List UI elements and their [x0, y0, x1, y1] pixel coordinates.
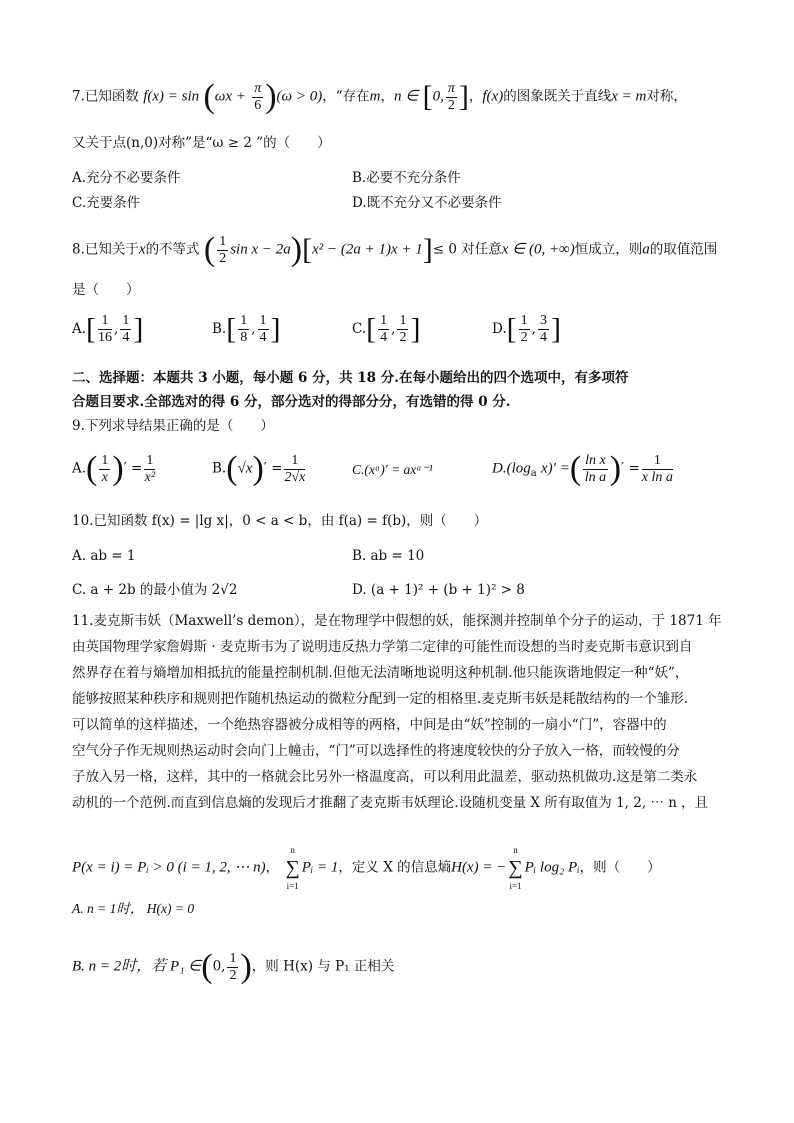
q7-option-d[interactable]: D.既不充分又不必要条件: [352, 195, 502, 211]
q7-comma: ，: [380, 88, 394, 105]
q8-option-label: B.: [212, 321, 227, 337]
q11-sum2: n ∑ i=1: [508, 845, 523, 891]
q8-half: $\frac{1}{2}$: [219, 233, 227, 266]
q11-line-4: 能够按照某种秩序和规则把作随机热运动的微粒分配到一定的相格里.麦克斯韦妖是耗散结构的一个雏形.: [72, 691, 689, 707]
paren-open: (: [203, 78, 215, 115]
q8-option-label: D.: [492, 321, 507, 337]
q8-frac: $\frac{1}{2}$: [520, 313, 528, 345]
q9-a-frac: $\frac{1}{x}$: [101, 452, 109, 485]
q7-stem-d: 的图象既关于直线: [503, 88, 612, 105]
q9-option-label: B.: [212, 460, 227, 477]
q11-tail: ，则（ ）: [579, 859, 661, 876]
q8-line1: [72, 233, 717, 267]
paren-close: ): [265, 78, 277, 115]
q7-cond: (ω > 0): [276, 88, 323, 105]
q11-line-5: 可以简单的这样描述，一个绝热容器被分成相等的两格，中间是由“妖”控制的一扇小“门”，容器中的: [72, 717, 667, 733]
q11-option-a[interactable]: A. n = 1时， H(x) = 0: [72, 901, 195, 916]
q8-x: x: [138, 241, 146, 258]
q8-line2: 是（ ）: [72, 282, 140, 298]
q7-stem-b: ，“存在: [322, 88, 370, 105]
q11-formula-line: P(x = i) = Pᵢ > 0 (i = 1, 2, ⋯ n)， n ∑ i=1 Pᵢ = 1，定义 X 的信息熵H(x) = − n ∑ i=1 Pᵢ log₂ Pᵢ，则（ ）: [72, 842, 661, 894]
q7-option-a[interactable]: A.充分不必要条件: [72, 170, 181, 186]
q7-pi-over-6: $\frac{\pi}{6}$: [254, 80, 262, 113]
q8-option-label: A.: [72, 321, 87, 337]
q9-d-frac2: $\frac{1}{\text{x ln a}}$: [641, 452, 673, 485]
bracket-close: ]: [550, 312, 561, 346]
bracket-open: [: [226, 312, 237, 346]
q11-line-3: 然界存在着与熵增加相抵抗的能量控制机制.但他无法清晰地说明这种机制.他只能诙谐地假定一种“妖”，: [72, 665, 689, 681]
q9-option-d[interactable]: $D.(\log_a$ x)′ =( $\frac{\text{ln x}}{\text{ln a}}$ )′ = $\frac{1}{\text{x ln a}}$: [492, 450, 673, 487]
paren-open: (: [569, 450, 582, 487]
q8-expr2: x² − (2a + 1)x + 1: [312, 241, 423, 258]
bracket-open: [: [86, 312, 97, 346]
q7-stem-a: 7.已知函数: [72, 88, 139, 105]
q11-sum2-body: Pᵢ log₂ Pᵢ: [524, 859, 580, 876]
q8-stem-a: 8.已知关于: [72, 241, 139, 258]
q9-option-a[interactable]: A.( $\frac{1}{x}$ )′ = $\frac{1}{\text{x²}}$: [72, 450, 156, 487]
q7-pi-over-2: $\frac{\pi}{2}$: [447, 80, 455, 113]
q7-option-b[interactable]: B.必要不充分条件: [352, 170, 461, 186]
q8-option-c[interactable]: C.[ $\frac{1}{4}$ , $\frac{1}{2}$ ]: [352, 312, 421, 346]
q7-interval-left: 0,: [432, 88, 444, 105]
q8-stem-d: 恒成立，则: [574, 241, 643, 258]
bracket-close: ]: [422, 233, 433, 266]
bracket-open: [: [302, 233, 313, 266]
paren-open: (: [86, 450, 98, 487]
bracket-close: ]: [458, 80, 469, 113]
q10-option-d[interactable]: D. (a + 1)² + (b + 1)² > 8: [352, 582, 525, 598]
q8-stem-c: ≤ 0 对任意: [432, 241, 502, 258]
q11-prob: P(x = i) = Pᵢ > 0 (i = 1, 2, ⋯ n): [72, 859, 266, 876]
q11-hx: H(x) = −: [451, 859, 507, 876]
q11-b-half: $\frac{1}{2}$: [229, 950, 237, 983]
q8-stem-e: 的取值范围: [649, 241, 718, 258]
q9-option-c[interactable]: C.(xᵃ)′ = axᵃ⁻¹: [352, 462, 433, 477]
bracket-open: [: [422, 80, 433, 113]
paren-close: ): [112, 450, 124, 487]
q7-stem-c: ，: [468, 88, 483, 105]
q8-frac: $\frac{1}{4}$: [380, 313, 388, 345]
q11-line-7: 子放入另一格，这样，其中的一格就会比另外一格温度高，可以利用此温差，驱动热机做功.这是第二类永: [72, 769, 698, 785]
q11-b-b: ，则 H(x) 与 P₁ 正相关: [251, 958, 395, 975]
paren-open: (: [203, 231, 216, 268]
q8-frac: $\frac{1}{2}$: [399, 313, 407, 345]
q7-option-c[interactable]: C.充要条件: [72, 195, 141, 211]
q9-d-mid: x)′ =: [541, 460, 570, 477]
q8-domain: x ∈ (0, +∞): [501, 241, 575, 258]
q8-a: a: [642, 241, 650, 258]
q11-mid-text: ，定义 X 的信息熵: [338, 859, 452, 876]
q8-option-b[interactable]: B.[ $\frac{1}{8}$ , $\frac{1}{4}$ ]: [212, 312, 281, 346]
q11-line-6: 空气分子作无规则热运动时会向门上幢击，“门”可以选择性的将速度较快的分子放入一格，而较慢的分: [72, 743, 680, 759]
q8-frac: $\frac{3}{4}$: [539, 313, 547, 345]
q8-frac: $\frac{1}{4}$: [122, 313, 130, 345]
q7-arg: ωx +: [214, 88, 246, 105]
q10-stem: 10.已知函数 f(x) = |lg x|，0 < a < b，由 f(a) = f(b)，则（ ）: [72, 513, 488, 529]
paren-open: (: [226, 450, 238, 487]
q8-frac: $\frac{1}{16}$: [98, 313, 113, 345]
q7-line2: 又关于点(n,0)对称”是“ω ≥ 2 ”的（ ）: [72, 135, 331, 151]
q9-option-b[interactable]: B.(√x)′ = $\frac{1}{2√x}$: [212, 450, 306, 487]
q7-fx: f(x): [482, 88, 504, 105]
q7-formula: f(x) = sin: [143, 88, 200, 105]
q11-line-2: 由英国物理学家詹姆斯 · 麦克斯韦为了说明违反热力学第二定律的可能性而设想的当时麦克斯韦意识到自: [72, 639, 693, 655]
q7-n-in: n ∈: [393, 88, 419, 105]
paren-close: ): [290, 231, 303, 268]
q9-b-rhs: $\frac{1}{2√x}$: [284, 452, 306, 485]
q7-xm: x = m: [611, 88, 647, 105]
q8-option-label: C.: [352, 321, 367, 337]
q9-option-label: A.: [72, 460, 87, 477]
bracket-close: ]: [133, 312, 144, 346]
q11-option-b[interactable]: B. n = 2时，若 P₁ ∈(0, $\frac{1}{2}$ )，则 H(x) 与 P₁ 正相关: [72, 948, 395, 985]
q8-option-a[interactable]: A.[ $\frac{1}{16}$ , $\frac{1}{4}$ ]: [72, 312, 144, 346]
q8-expr1: sin x − 2a: [230, 241, 291, 258]
q11-line-1: 11.麦克斯韦妖（Maxwell’s demon），是在物理学中假想的妖，能探测并控制单个分子的运动，于 1871 年: [72, 613, 722, 629]
paren-close: ): [252, 450, 264, 487]
q9-a-rhs: $\frac{1}{\text{x²}}$: [144, 452, 156, 485]
q11-sum1: n ∑ i=1: [285, 845, 300, 891]
paren-open: (: [201, 948, 213, 985]
bracket-open: [: [506, 312, 517, 346]
q8-frac: $\frac{1}{4}$: [259, 313, 267, 345]
section2-heading-line2: 合题目要求.全部选对的得 6 分，部分选对的得部分分，有选错的得 0 分.: [72, 394, 511, 410]
q11-line-8: 动机的一个范例.而直到信息熵的发现后才推翻了麦克斯韦妖理论.设随机变量 X 所有取值为 1, 2, ⋯ n ，且: [72, 795, 709, 811]
q9-d-frac1: $\frac{\text{ln x}}{\text{ln a}}$: [584, 452, 607, 485]
paren-close: ): [240, 948, 252, 985]
q11-sum1-body: Pᵢ = 1: [301, 859, 339, 876]
q8-stem-b: 的不等式: [145, 241, 200, 258]
q10-option-c[interactable]: C. a + 2b 的最小值为 2√2: [72, 582, 238, 598]
paren-close: ): [609, 450, 622, 487]
q10-option-b[interactable]: B. ab = 10: [352, 548, 425, 564]
q8-frac: $\frac{1}{8}$: [240, 313, 248, 345]
q9-stem: 9.下列求导结果正确的是（ ）: [72, 418, 274, 434]
bracket-open: [: [366, 312, 377, 346]
q7-m: m: [369, 88, 381, 105]
q7-line1: [72, 80, 687, 114]
q9-d-label: D.(log: [492, 460, 531, 477]
q8-option-d[interactable]: D.[ $\frac{1}{2}$ , $\frac{3}{4}$ ]: [492, 312, 561, 346]
bracket-close: ]: [410, 312, 421, 346]
q7-stem-e: 对称，: [646, 88, 687, 105]
q11-b-a: B. n = 2时，若 P₁ ∈: [72, 958, 202, 975]
section2-heading-line1: 二、选择题：本题共 3 小题，每小题 6 分，共 18 分.在每小题给出的四个选项中，有多项符: [72, 370, 629, 386]
q10-option-a[interactable]: A. ab = 1: [72, 548, 136, 564]
bracket-close: ]: [270, 312, 281, 346]
